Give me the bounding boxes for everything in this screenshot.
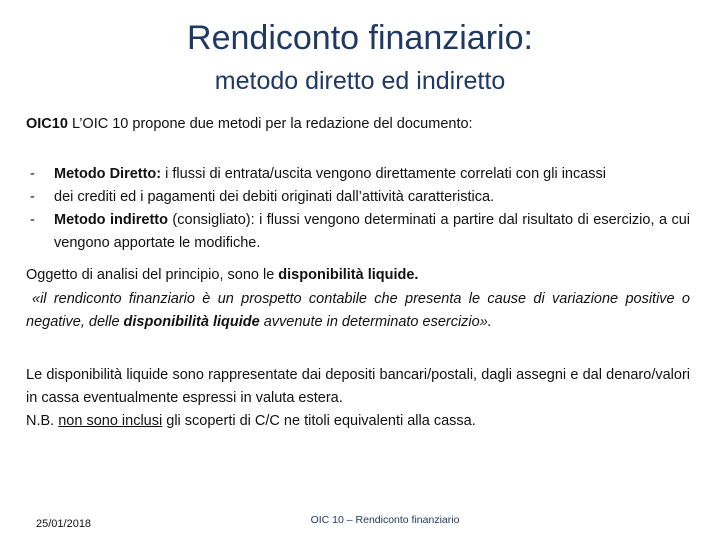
note-suffix: gli scoperti di C/C ne titoli equivalenti alla cassa.: [162, 413, 476, 429]
list-dash: -: [30, 189, 35, 205]
liquidity-paragraph: Le disponibilità liquide sono rappresentate dai depositi bancari/postali, dagli assegni e dal denaro/valori in cassa eventualmente espressi in valuta estera.: [26, 367, 690, 406]
intro-label: OIC10: [26, 116, 68, 132]
intro-paragraph: [26, 113, 690, 136]
method-text: (consigliato): i flussi vengono determinati a partire dal risultato di esercizio, a cui vengono apportate le modifiche.: [54, 212, 690, 251]
definition-quote: [26, 288, 690, 334]
methods-list: [26, 163, 690, 255]
list-dash: -: [30, 212, 35, 228]
slide-subtitle: metodo diretto ed indiretto: [214, 67, 506, 95]
object-bold: disponibilità liquide.: [278, 267, 419, 283]
method-text: i flussi di entrata/uscita vengono direttamente correlati con gli incassi: [161, 166, 607, 182]
quote-bold: disponibilità liquide: [123, 314, 260, 330]
list-item: [26, 209, 690, 255]
quote-before: «il rendiconto finanziario è un prospetto contabile che presenta le cause di variazione positive o negative, delle: [26, 291, 690, 330]
note-underlined: non sono inclusi: [58, 413, 163, 429]
object-text: Oggetto di analisi del principio, sono le: [26, 267, 279, 283]
method-label: Metodo Diretto:: [54, 166, 162, 182]
intro-text: L’OIC 10 propone due metodi per la redazione del documento:: [67, 116, 473, 132]
list-item: [26, 186, 690, 209]
method-label: Metodo indiretto: [54, 212, 168, 228]
note-prefix: N.B.: [26, 413, 59, 429]
list-dash: -: [30, 166, 35, 182]
slide-title: Rendiconto finanziario:: [187, 19, 533, 57]
list-item: [26, 163, 690, 186]
method-text: dei crediti ed i pagamenti dei debiti originati dall’attività caratteristica.: [54, 189, 495, 205]
footer-date: 25/01/2018: [36, 518, 92, 530]
object-paragraph: [26, 264, 690, 287]
quote-after: avvenute in determinato esercizio».: [259, 314, 492, 330]
note-paragraph: [26, 410, 690, 433]
footer-title: OIC 10 – Rendiconto finanziario: [310, 514, 460, 526]
